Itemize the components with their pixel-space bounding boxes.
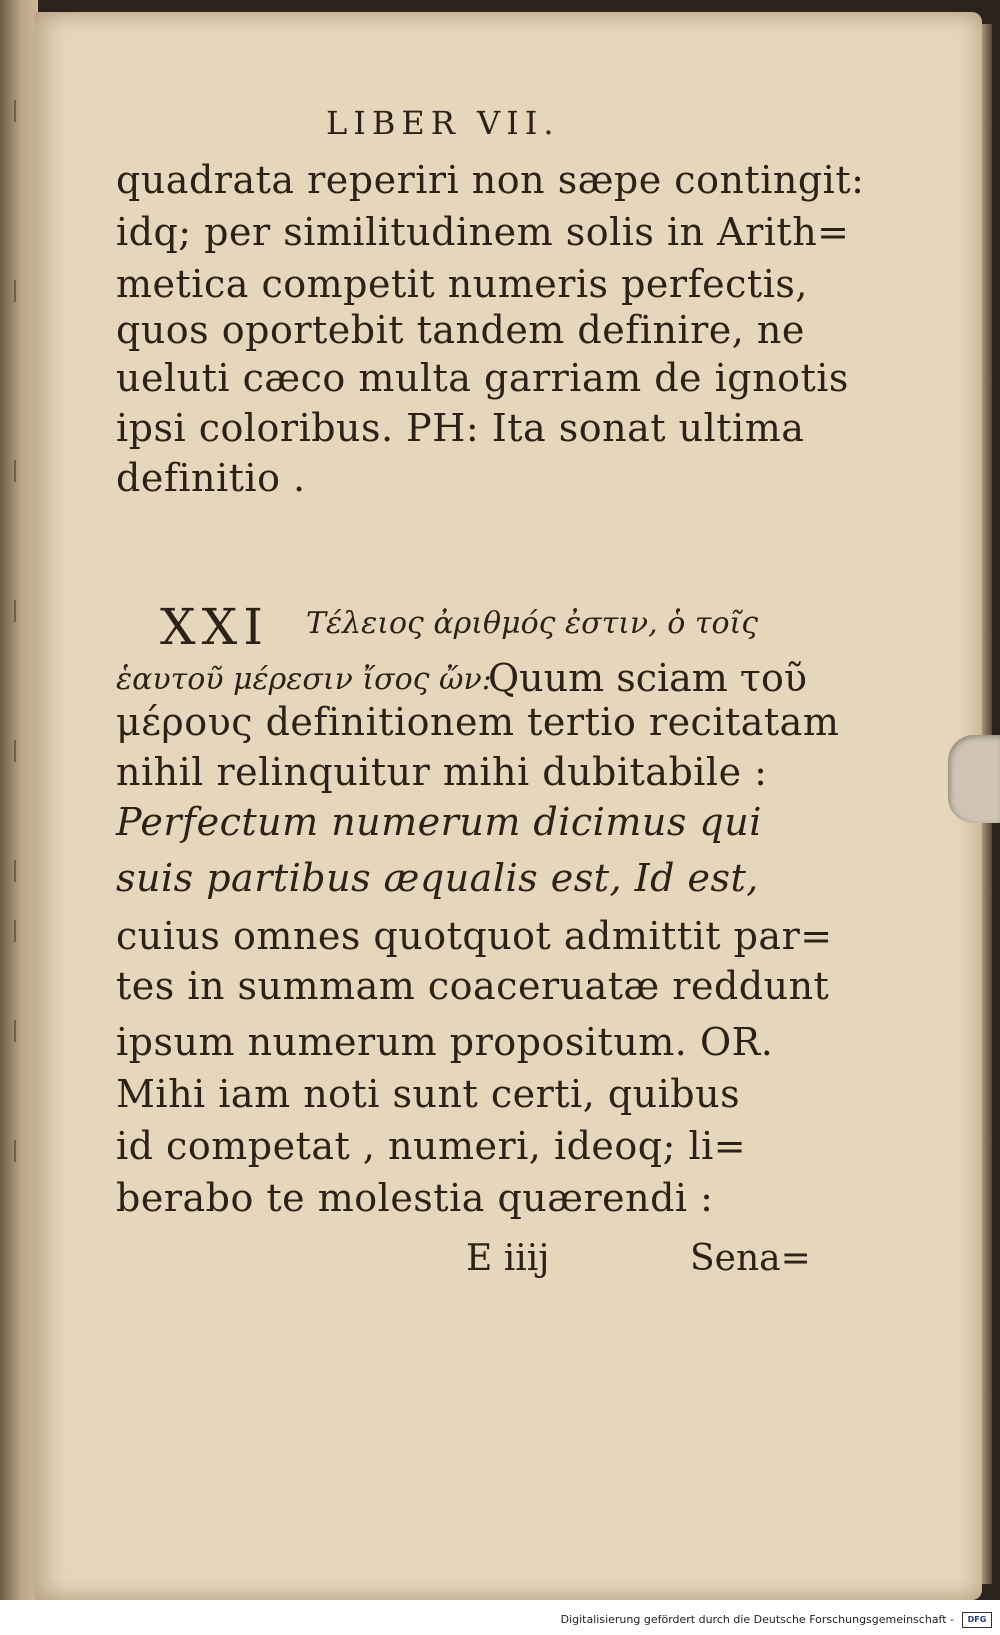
text-line: idq; per similitudinem solis in Arith= — [116, 210, 850, 254]
text-line-italic: Perfectum numerum dicimus qui — [116, 800, 762, 844]
text-line: quadrata reperiri non sæpe contingit: — [116, 158, 865, 202]
previous-page-ink-marks — [6, 40, 32, 1540]
text-line: cuius omnes quotquot admittit par= — [116, 914, 833, 958]
page-clip — [948, 735, 1000, 823]
text-line: definitio . — [116, 456, 306, 500]
text-line: Mihi iam noti sunt certi, quibus — [116, 1072, 741, 1116]
greek-definition-line-2: ἑαυτοῦ μέρεσιν ἴσος ὤν: — [116, 662, 492, 697]
text-line: id competat , numeri, ideoq; li= — [116, 1124, 747, 1168]
text-line: tes in summam coaceruatæ reddunt — [116, 964, 830, 1008]
text-line: ipsi coloribus. PH: Ita sonat ultima — [116, 406, 805, 450]
section-number: XXI — [160, 598, 269, 656]
text-line: ipsum numerum propositum. OR. — [116, 1020, 774, 1064]
catchword: Sena= — [690, 1238, 811, 1279]
running-head: LIBER VII. — [326, 104, 560, 142]
text-line: μέρους definitionem tertio recitatam — [116, 700, 840, 744]
dfg-logo: DFG — [962, 1612, 992, 1628]
text-line: berabo te molestia quærendi : — [116, 1176, 714, 1220]
text-line: metica competit numeris perfectis, — [116, 262, 808, 306]
text-line: nihil relinquitur mihi dubitabile : — [116, 750, 768, 794]
digitization-credit: Digitalisierung gefördert durch die Deutsche Forschungsgemeinschaft - — [560, 1613, 954, 1626]
signature-mark: E iiij — [466, 1238, 550, 1279]
text-line: ueluti cæco multa garriam de ignotis — [116, 356, 849, 400]
previous-page-edge — [0, 0, 38, 1600]
text-line-italic: suis partibus æqualis est, Id est, — [116, 856, 759, 900]
greek-definition-line-1: Τέλειος ἀριθμός ἐστιν, ὁ τοῖς — [306, 606, 759, 641]
text-line: quos oportebit tandem definire, ne — [116, 308, 805, 352]
greek-line-2-latin: Quum sciam τοῦ — [488, 656, 807, 700]
